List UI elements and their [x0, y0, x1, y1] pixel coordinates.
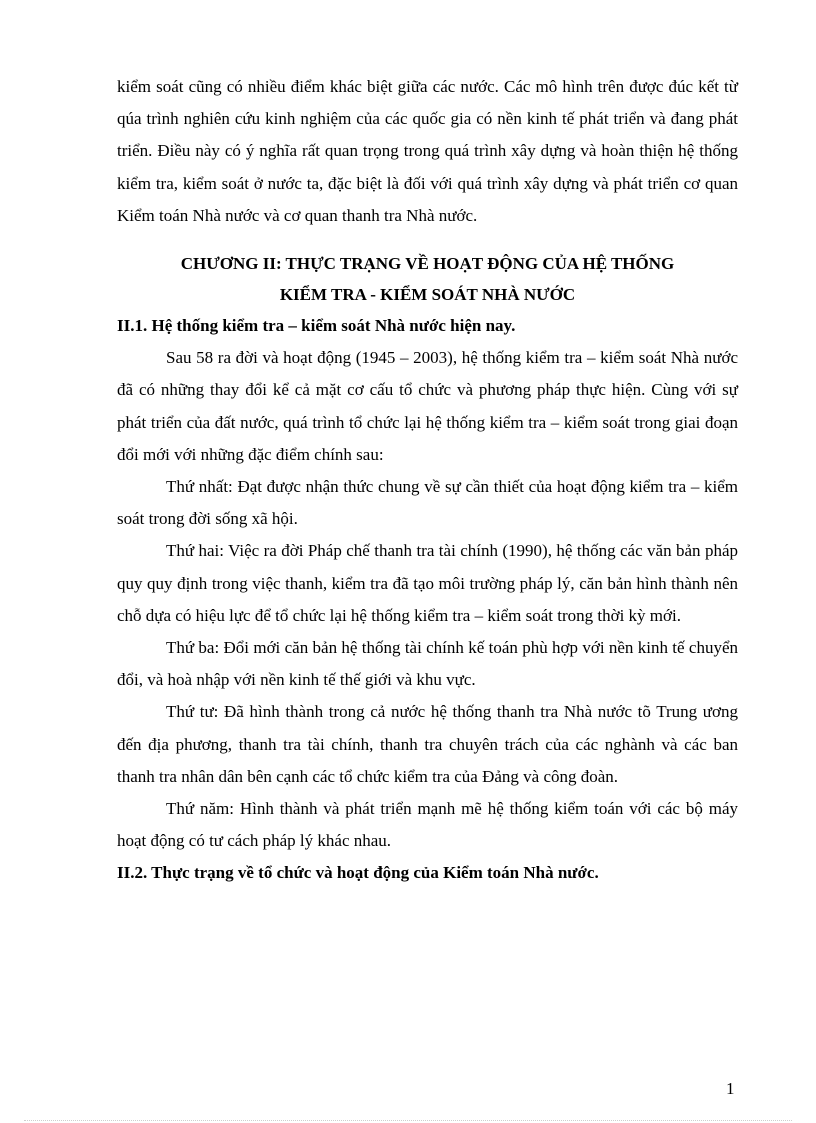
body-paragraph: Thứ tư: Đã hình thành trong cả nước hệ thống thanh tra Nhà nước tõ Trung ương đến địa phương, thanh tra tài chính, thanh tra chuyên trách của các nghành và các ban thanh tra nhân dân bên cạnh các tổ chức kiểm tra của Đảng và công đoàn. [117, 702, 738, 786]
chapter-title-line-2: KIỂM TRA - KIỂM SOÁT NHÀ NƯỚC [279, 285, 576, 305]
section-heading-1: II.1. Hệ thống kiểm tra – kiểm soát Nhà nước hiện nay. [117, 316, 516, 336]
body-paragraph: Thứ năm: Hình thành và phát triển mạnh mẽ hệ thống kiểm toán với các bộ máy hoạt động có tư cách pháp lý khác nhau. [117, 799, 738, 851]
body-paragraph: Sau 58 ra đời và hoạt động (1945 – 2003), hệ thống kiểm tra – kiểm soát Nhà nước đã có những thay đổi kể cả mặt cơ cấu tổ chức và phương pháp thực hiện. Cùng với sự phát triển của đất nước, quá trình tổ chức lại hệ thống kiểm tra – kiểm soát trong giai đoạn đổi mới với những đặc điểm chính sau: [117, 348, 738, 464]
page-bottom-divider [24, 1120, 792, 1121]
body-paragraph: Thứ nhất: Đạt được nhận thức chung về sự cần thiết của hoạt động kiểm tra – kiểm soát trong đời sống xã hội. [117, 477, 738, 529]
chapter-title-line-1: CHƯƠNG II: THỰC TRẠNG VỀ HOẠT ĐỘNG CỦA HỆ THỐNG [180, 254, 675, 274]
chapter-title [117, 248, 738, 310]
page-number: 1 [726, 1079, 735, 1098]
intro-paragraph: kiểm soát cũng có nhiều điểm khác biệt giữa các nước. Các mô hình trên được đúc kết từ qúa trình nghiên cứu kinh nghiệm của các quốc gia có nền kinh tế phát triển và đang phát triển. Điều này có ý nghĩa rất quan trọng trong quá trình xây dựng và hoàn thiện hệ thống kiểm tra, kiểm soát ở nước ta, đặc biệt là đối với quá trình xây dựng và phát triển cơ quan Kiểm toán Nhà nước và cơ quan thanh tra Nhà nước. [117, 77, 738, 225]
body-paragraph: Thứ hai: Việc ra đời Pháp chế thanh tra tài chính (1990), hệ thống các văn bản pháp quy quy định trong việc thanh, kiểm tra đã tạo môi trường pháp lý, căn bản hình thành nên chỗ dựa có hiệu lực để tổ chức lại hệ thống kiểm tra – kiểm soát trong thời kỳ mới. [117, 541, 738, 625]
body-paragraph: Thứ ba: Đổi mới căn bản hệ thống tài chính kế toán phù hợp với nền kinh tế chuyển đổi, và hoà nhập với nền kinh tế thế giới và khu vực. [117, 638, 738, 690]
section-heading-2: II.2. Thực trạng về tổ chức và hoạt động của Kiểm toán Nhà nước. [117, 863, 599, 883]
page-body [117, 71, 738, 890]
